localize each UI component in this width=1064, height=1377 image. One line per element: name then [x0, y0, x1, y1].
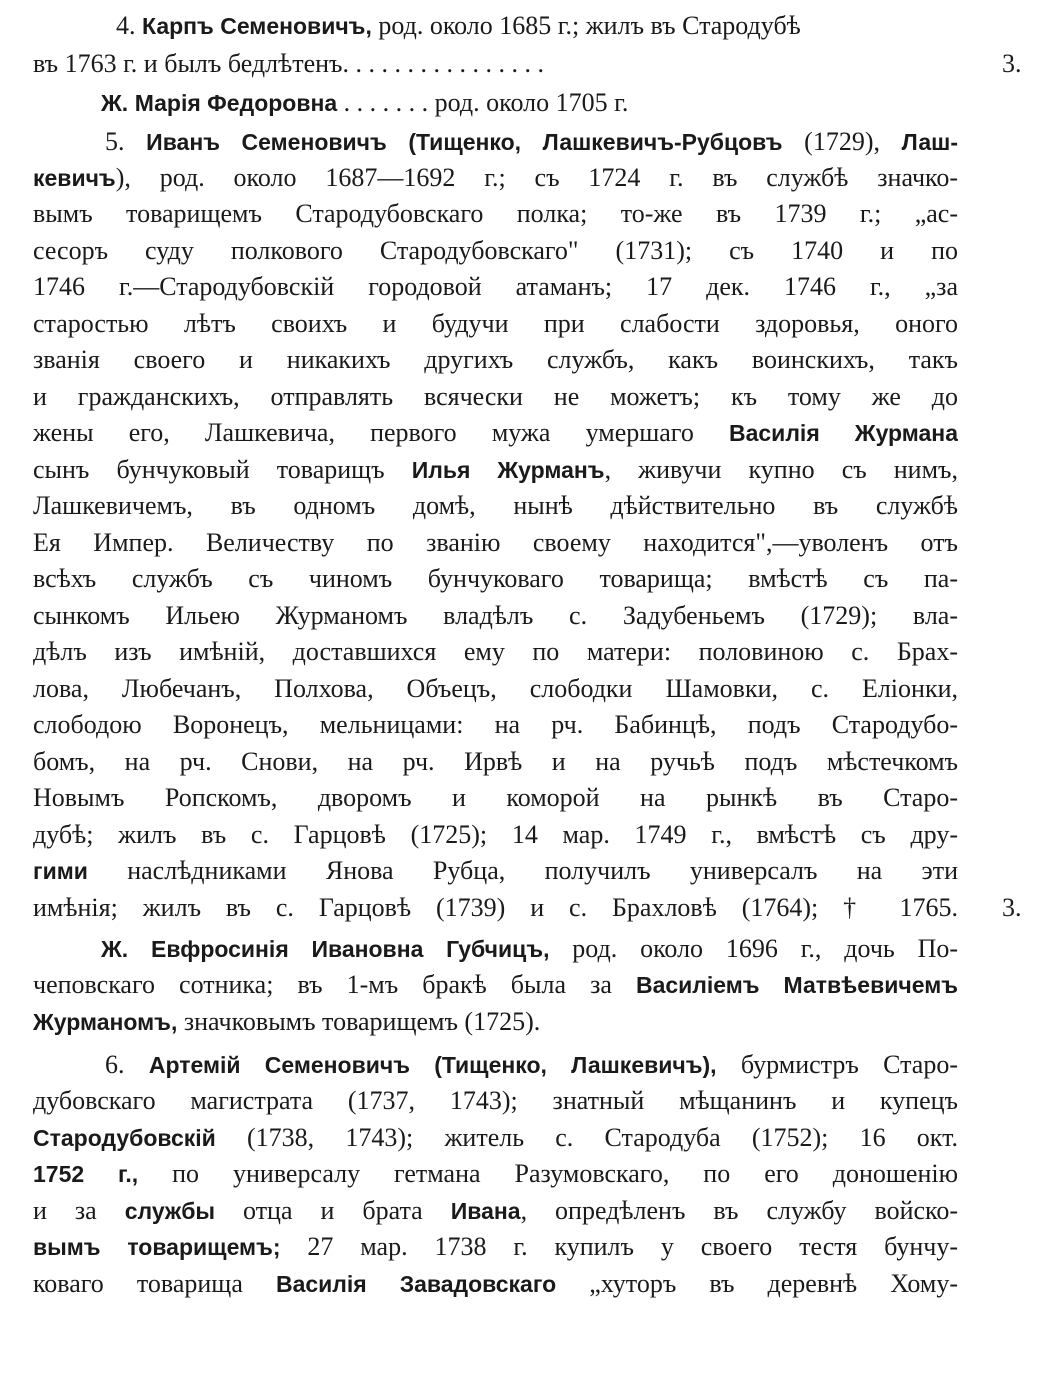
text-line: старостью лѣтъ своихъ и будучи при слабости здоровья, оного: [33, 309, 958, 338]
person-name: Евфросинія Ивановна Губчицъ,: [151, 936, 550, 962]
person-name: Иванъ Семеновичъ (Тищенко, Лашкевичъ-Рубцовъ: [146, 129, 783, 155]
person-name: Василіемъ Матвѣевичемъ: [635, 972, 958, 998]
person-name: Василія Завадовскаго: [275, 1271, 557, 1297]
text-line: Ея Импер. Величеству по званію своему находится",—уволенъ отъ: [33, 528, 958, 557]
text-line: сынъ бунчуковый товарищъ Илья Журманъ, живучи купно съ нимъ,: [33, 455, 958, 484]
text-line: сесоръ суду полкового Стародубовскаго" (1731); съ 1740 и по: [33, 236, 958, 265]
text-line: Новымъ Ропскомъ, дворомъ и коморой на рынкѣ въ Старо-: [33, 783, 958, 812]
text-line: 6. Артемій Семеновичъ (Тищенко, Лашкевичъ), бурмистръ Старо-: [105, 1050, 958, 1079]
text-line: вымъ товарищемъ Стародубовскаго полка; то-же въ 1739 г.; „ас-: [33, 199, 958, 228]
text-line: Лашкевичемъ, въ одномъ домѣ, нынѣ дѣйствительно въ службѣ: [33, 491, 958, 520]
text-line: имѣнія; жилъ въ с. Гарцовѣ (1739) и с. Брахловѣ (1764); † 1765.: [33, 893, 958, 922]
text-line: всѣхъ службъ съ чиномъ бунчуковаго товарища; вмѣстѣ съ па-: [33, 564, 958, 593]
entry-number: 4.: [116, 11, 136, 40]
text-line: Стародубовскій (1738, 1743); житель с. Стародуба (1752); 16 окт.: [33, 1123, 958, 1152]
person-name: Журманомъ,: [33, 1009, 178, 1035]
person-name: Карпъ Семеновичъ,: [142, 13, 372, 39]
text-line: коваго товарища Василія Завадовскаго „хуторъ въ деревнѣ Хому-: [33, 1269, 958, 1298]
person-name: Василія Журмана: [728, 420, 958, 446]
text-line: дубовскаго магистрата (1737, 1743); знатный мѣщанинъ и купецъ: [33, 1086, 958, 1115]
text-line: Журманомъ, значковымъ товарищемъ (1725).: [33, 1007, 541, 1036]
text-line: Ж. Марія Федоровна . . . . . . . род. около 1705 г.: [101, 88, 629, 117]
text-line: 5. Иванъ Семеновичъ (Тищенко, Лашкевичъ-Рубцовъ (1729), Лаш-: [105, 127, 958, 156]
entry-number: 6.: [105, 1050, 125, 1079]
text-line: 1752 г., по универсалу гетмана Разумовскаго, по его доношенію: [33, 1159, 958, 1188]
text-line: жены его, Лашкевича, первого мужа умершаго Василія Журмана: [33, 418, 958, 447]
text-line: вымъ товарищемъ; 27 мар. 1738 г. купилъ у своего тестя бунчу-: [33, 1232, 958, 1261]
entry-number: 5.: [105, 127, 125, 156]
person-name: Илья Журманъ: [411, 457, 605, 483]
text-line: 4. Карпъ Семеновичъ, род. около 1685 г.; жилъ въ Стародубѣ: [116, 11, 801, 40]
text-line: и за службы отца и брата Ивана, опредѣленъ въ службу войско-: [33, 1196, 958, 1225]
text-line: лова, Любечанъ, Полхова, Объецъ, слободки Шамовки, с. Еліонки,: [33, 674, 958, 703]
person-name: Артемій Семеновичъ (Тищенко, Лашкевичъ),: [148, 1052, 717, 1078]
text-line: сынкомъ Ильею Журманомъ владѣлъ с. Задубеньемъ (1729); вла-: [33, 601, 958, 630]
text-line: гими наслѣдниками Янова Рубца, получилъ универсалъ на эти: [33, 856, 958, 885]
text-line: званія своего и никакихъ другихъ службъ, какъ воинскихъ, такъ: [33, 345, 958, 374]
text-line: дубѣ; жилъ въ с. Гарцовѣ (1725); 14 мар. 1749 г., вмѣстѣ съ дру-: [33, 820, 958, 849]
text-line: Ж. Евфросинія Ивановна Губчицъ, род. около 1696 г., дочь По-: [101, 934, 958, 963]
text-line: дѣлъ изъ имѣній, доставшихся ему по матери: половиною с. Брах-: [33, 637, 958, 666]
person-name: Марія Федоровна: [134, 90, 338, 116]
text-line: кевичъ), род. около 1687—1692 г.; съ 1724 г. въ службѣ значко-: [33, 163, 958, 192]
text-line: въ 1763 г. и былъ бедлѣтенъ. . . . . . . . . . . . . . . .: [33, 49, 544, 78]
person-name: Ивана: [450, 1198, 521, 1224]
generation-number: 3.: [1002, 49, 1022, 78]
text-line: 1746 г.—Стародубовскій городовой атаманъ; 17 дек. 1746 г., „за: [33, 272, 958, 301]
text-line: бомъ, на рч. Снови, на рч. Ирвѣ и на ручьѣ подъ мѣстечкомъ: [33, 747, 958, 776]
generation-number: 3.: [1002, 893, 1022, 922]
text-line: и гражданскихъ, отправлять всячески не можетъ; къ тому же до: [33, 382, 958, 411]
text-line: слободою Воронецъ, мельницами: на рч. Бабинцѣ, подъ Стародубо-: [33, 710, 958, 739]
text-line: чеповскаго сотника; въ 1-мъ бракѣ была за Василіемъ Матвѣевичемъ: [33, 970, 958, 999]
